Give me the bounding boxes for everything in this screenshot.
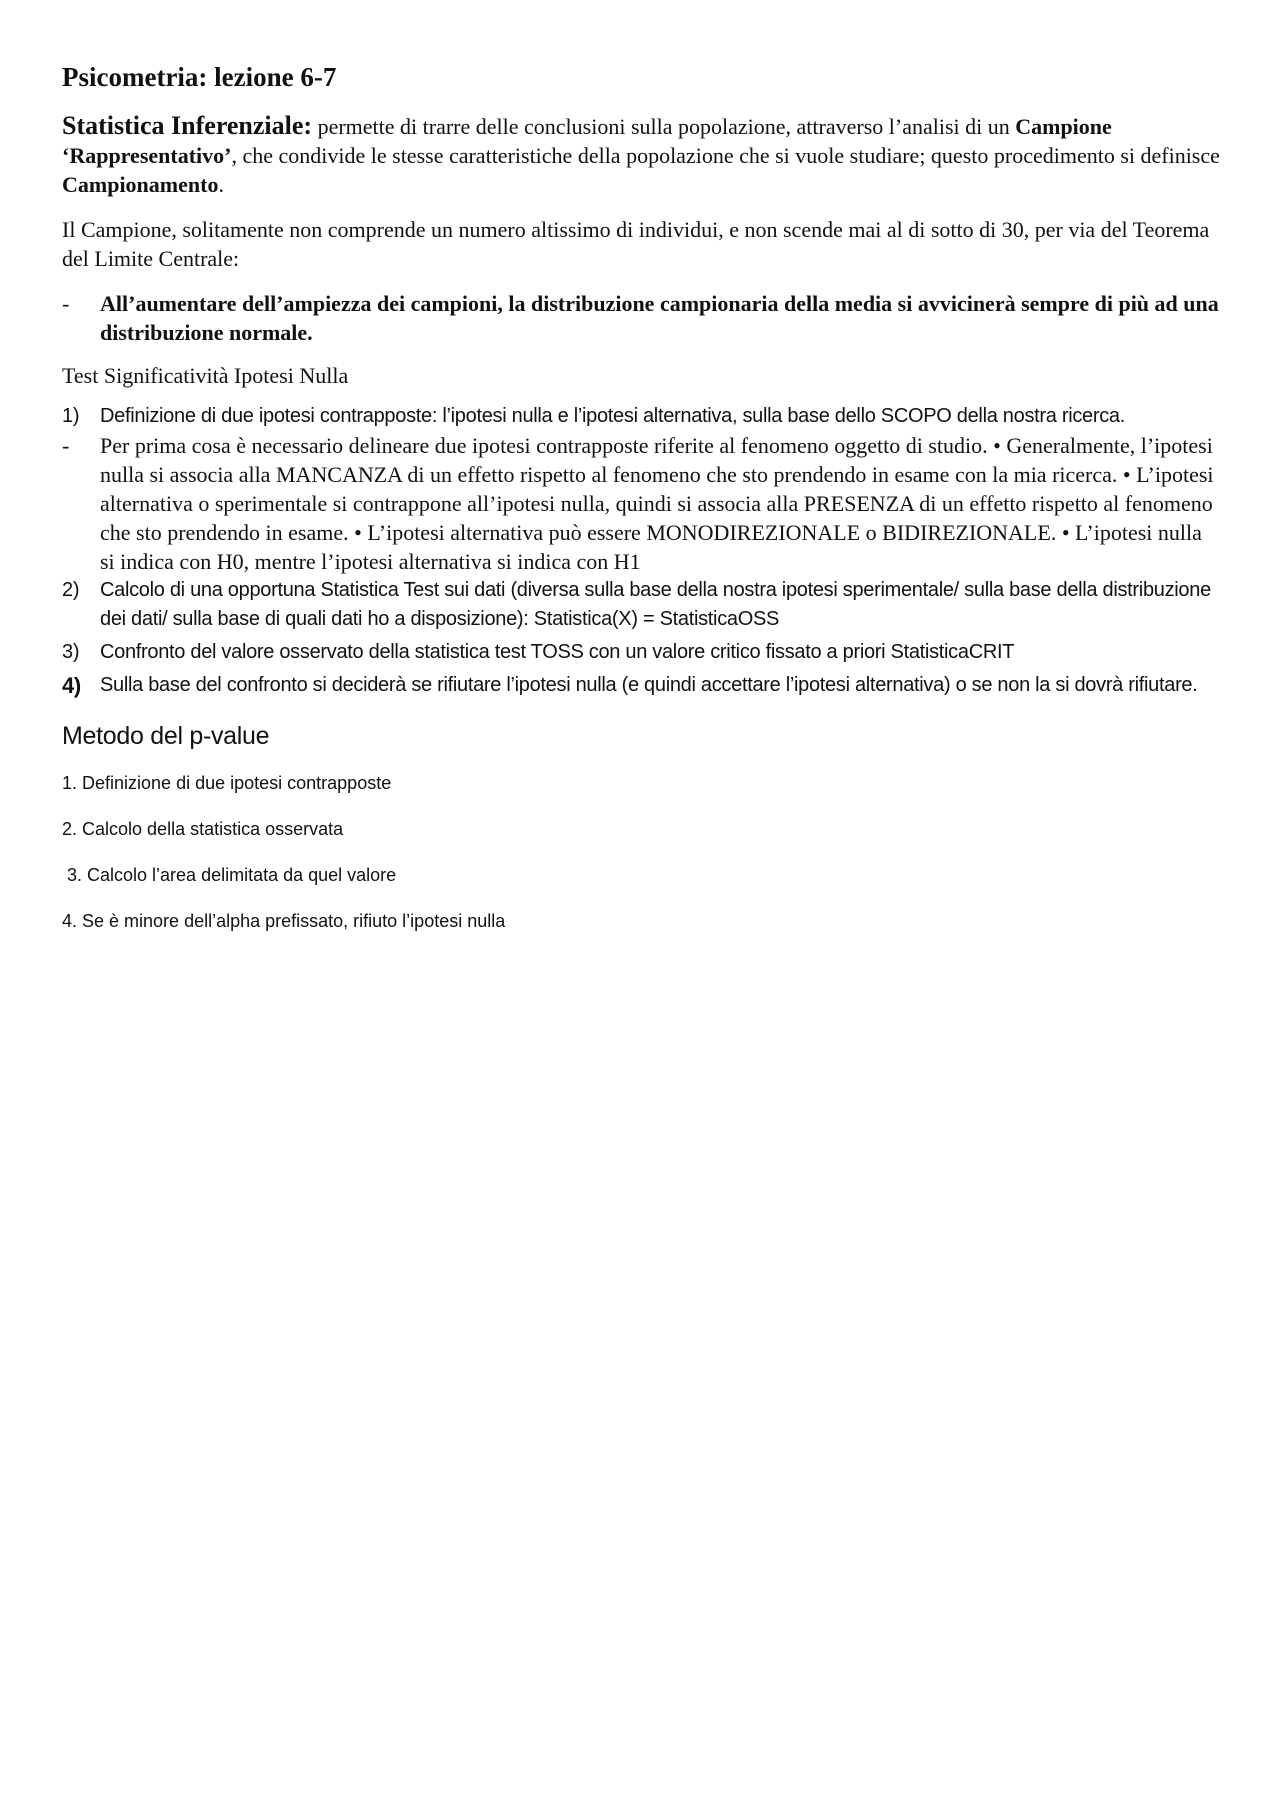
intro-bold-campionamento: Campionamento bbox=[62, 172, 219, 197]
step-2 bbox=[62, 576, 1222, 634]
step-4-text: Sulla base del confronto si deciderà se rifiutare l’ipotesi nulla (e quindi accettare l’ipotesi alternativa) o se non la si dovrà rifiutare. bbox=[100, 674, 1198, 696]
step-1 bbox=[62, 402, 1222, 431]
intro-text-2: , che condivide le stesse caratteristiche della popolazione che si vuole studiare; questo procedimento si definisce bbox=[231, 143, 1220, 168]
campione-paragraph: Il Campione, solitamente non comprende un numero altissimo di individui, e non scende mai al di sotto di 30, per via del Teorema del Limite Centrale: bbox=[62, 217, 1210, 271]
intro-text-3: . bbox=[218, 172, 224, 197]
intro-lead: Statistica Inferenziale: bbox=[62, 111, 313, 140]
step-2-text: Calcolo di una opportuna Statistica Test sui dati (diversa sulla base della nostra ipotesi sperimentale/ sulla base della distribuzione dei dati/ sulla base di quali dati ho a disposizione): Statistica(X) = StatisticaOSS bbox=[100, 579, 1211, 630]
step-1-detail-dash: - bbox=[62, 433, 70, 458]
step-3 bbox=[62, 638, 1222, 667]
intro-text-1: permette di trarre delle conclusioni sulla popolazione, attraverso l’analisi di un bbox=[312, 114, 1016, 139]
pvalue-step-2: 2. Calcolo della statistica osservata bbox=[62, 819, 344, 839]
pvalue-step-3: 3. Calcolo l’area delimitata da quel valore bbox=[62, 865, 397, 885]
theorem-item bbox=[62, 289, 1222, 347]
pvalue-step-1: 1. Definizione di due ipotesi contrapposte bbox=[62, 773, 392, 793]
step-2-number: 2) bbox=[62, 579, 80, 601]
pvalue-step-4: 4. Se è minore dell’alpha prefissato, rifiuto l’ipotesi nulla bbox=[62, 911, 506, 931]
steps-list bbox=[62, 402, 1222, 700]
pvalue-heading: Metodo del p-value bbox=[62, 722, 270, 750]
document-page bbox=[62, 62, 1222, 955]
step-1-text: Definizione di due ipotesi contrapposte: l’ipotesi nulla e l’ipotesi alternativa, sulla base dello SCOPO della nostra ricerca. bbox=[100, 405, 1126, 427]
theorem-text: All’aumentare dell’ampiezza dei campioni, la distribuzione campionaria della media si avvicinerà sempre di più ad una distribuzione normale. bbox=[100, 291, 1219, 345]
step-4-number: 4) bbox=[62, 673, 81, 698]
document-title: Psicometria: lezione 6-7 bbox=[62, 62, 337, 92]
intro-bold-campione: Campione ‘Rappresentativo’ bbox=[62, 114, 1112, 168]
step-1-number: 1) bbox=[62, 405, 80, 427]
theorem-dash: - bbox=[62, 291, 70, 316]
step-3-text: Confronto del valore osservato della statistica test TOSS con un valore critico fissato a priori StatisticaCRIT bbox=[100, 641, 1015, 663]
step-1-detail bbox=[62, 431, 1222, 576]
step-3-number: 3) bbox=[62, 641, 80, 663]
step-4 bbox=[62, 671, 1222, 700]
intro-paragraph bbox=[62, 111, 1222, 199]
step-1-detail-text: Per prima cosa è necessario delineare due ipotesi contrapposte riferite al fenomeno oggetto di studio. • Generalmente, l’ipotesi nulla si associa alla MANCANZA di un effetto rispetto al fenomeno che sto prendendo in esame con la mia ricerca. • L’ipotesi alternativa o sperimentale si contrappone all’ipotesi nulla, quindi si associa alla PRESENZA di un effetto rispetto al fenomeno che sto prendendo in esame. • L’ipotesi alternativa può essere MONODIREZIONALE o BIDIREZIONALE. • L’ipotesi nulla si indica con H0, mentre l’ipotesi alternativa si indica con H1 bbox=[100, 433, 1214, 574]
test-heading: Test Significatività Ipotesi Nulla bbox=[62, 363, 349, 388]
